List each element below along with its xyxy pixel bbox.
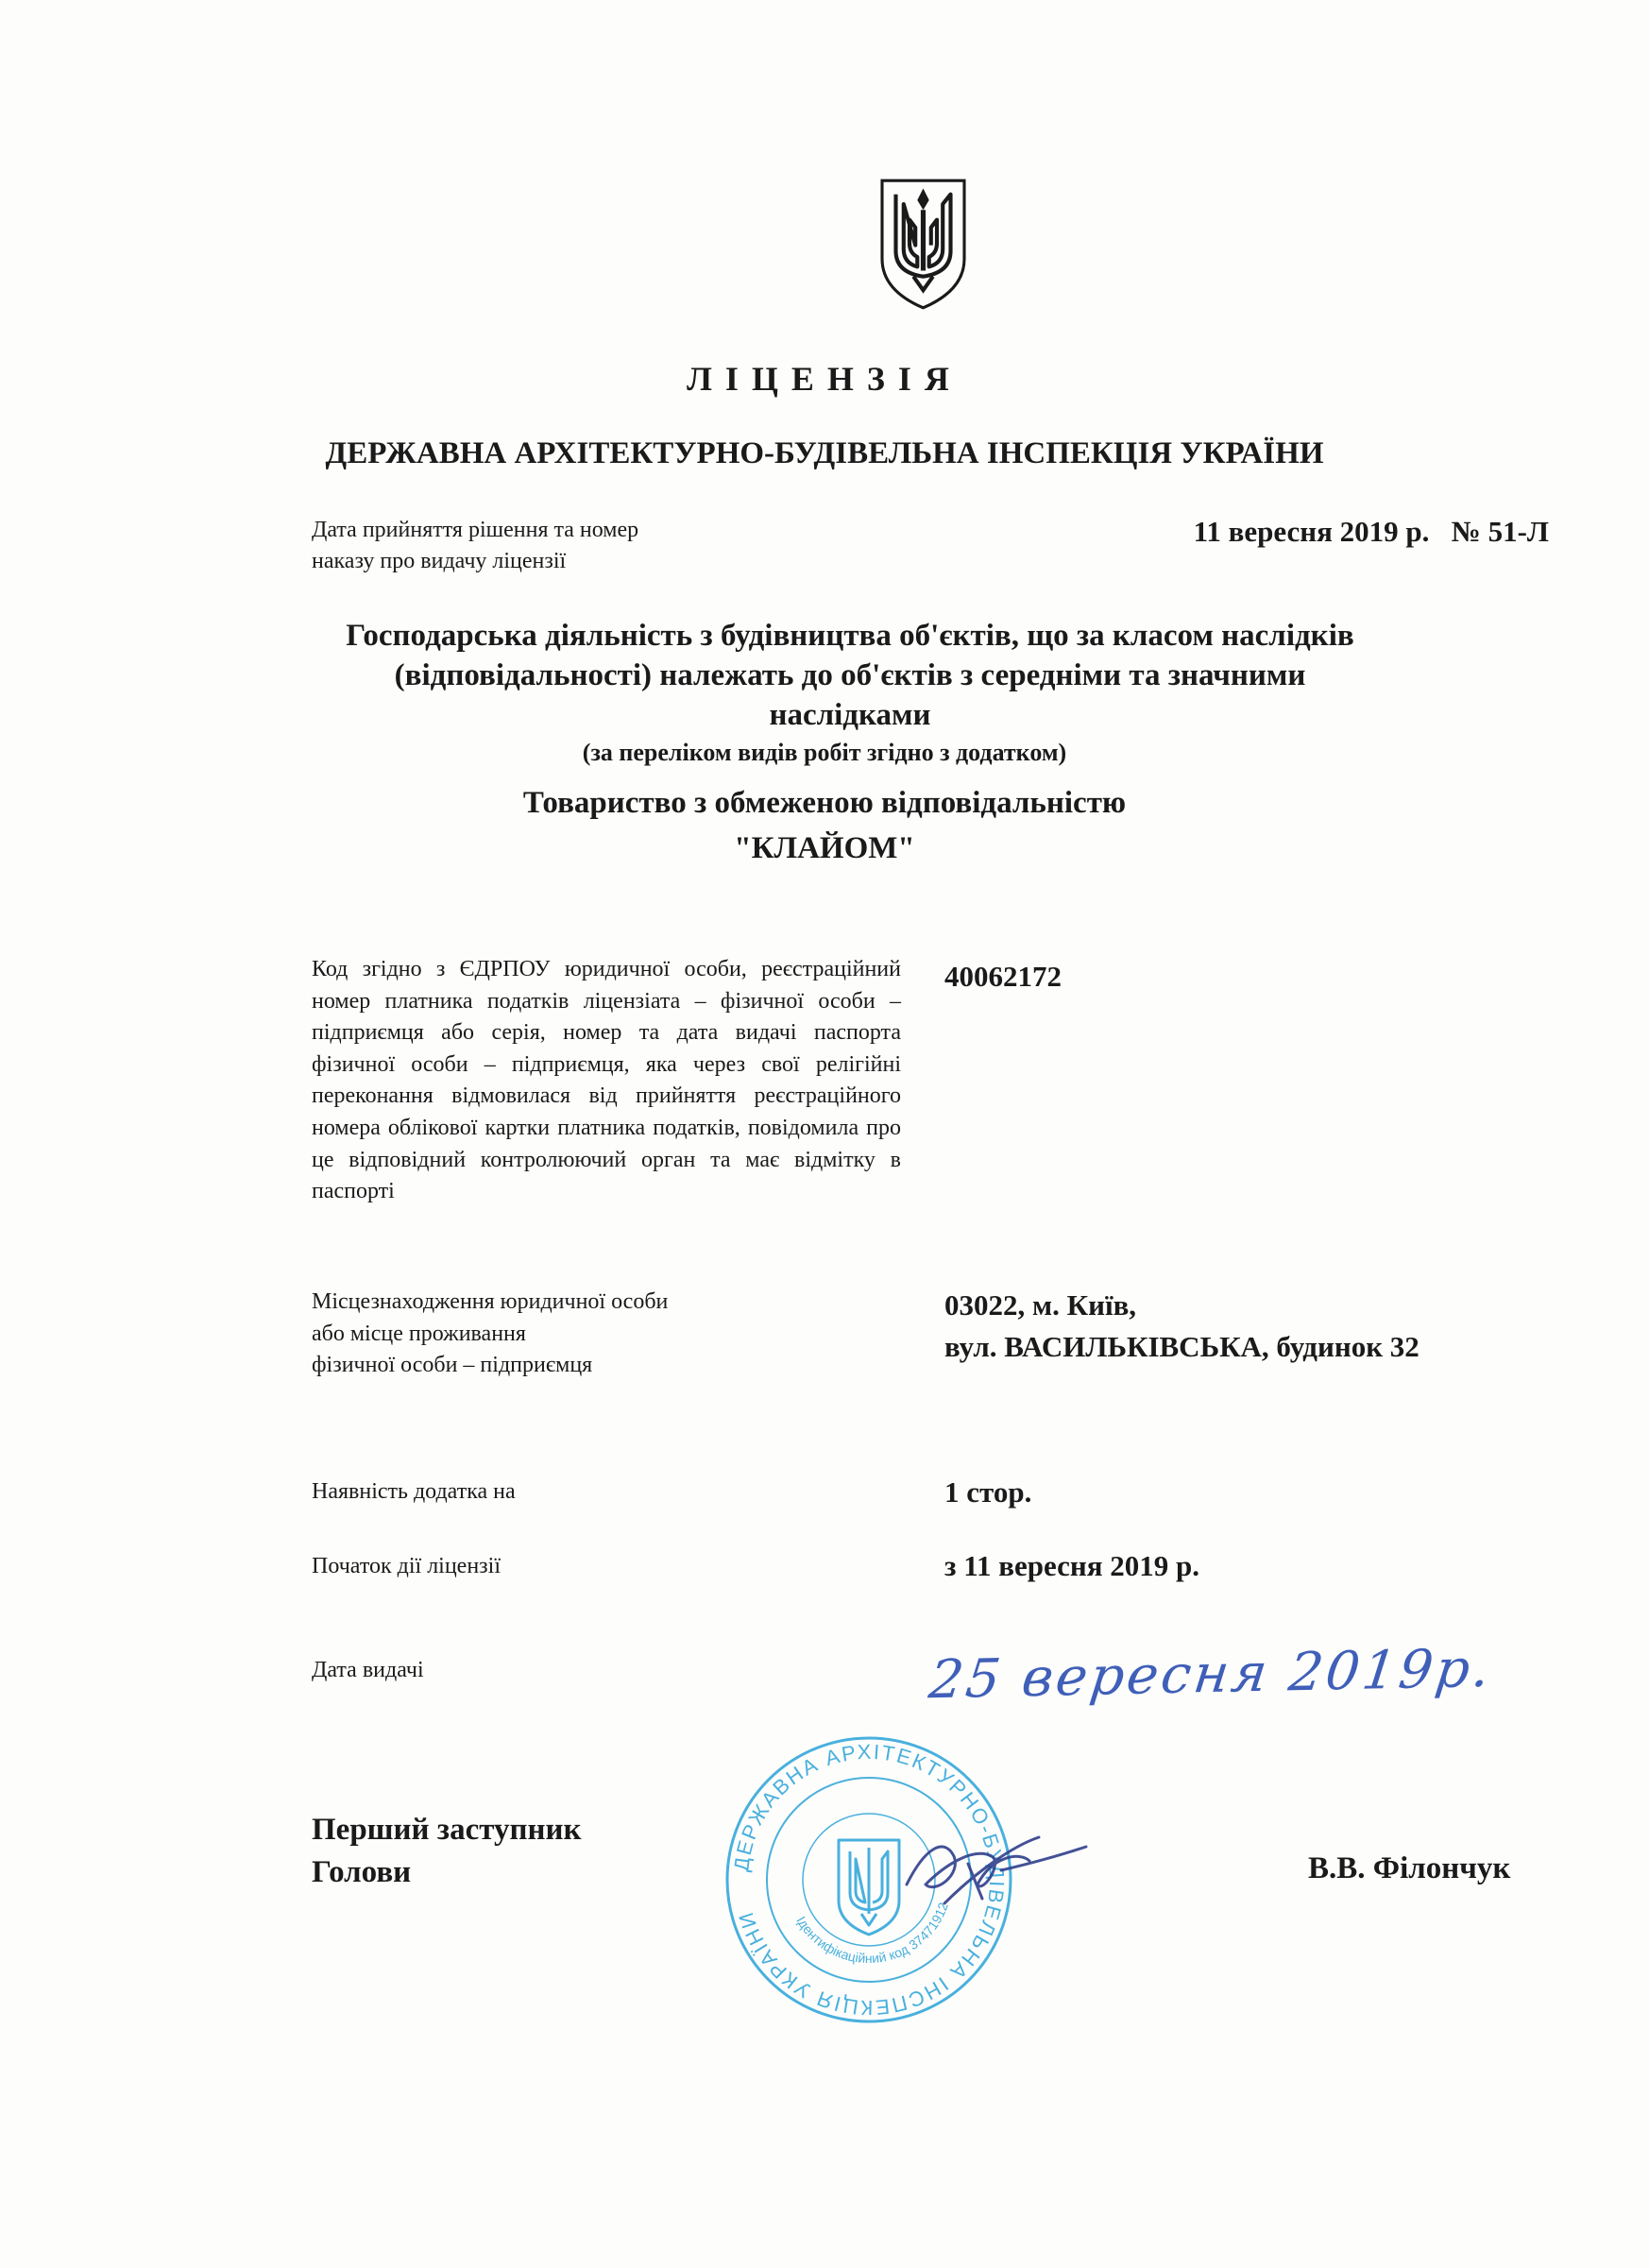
activity-type: Господарська діяльність з будівництва об'єктів, що за класом наслідків (відповідальності) належать до об'єктів з середніми та значними наслідками — [346, 619, 1354, 732]
activity-note: (за переліком видів робіт згідно з додатком) — [582, 739, 1067, 766]
appendix-label: Наявність додатка на — [312, 1479, 516, 1504]
issuing-authority: ДЕРЖАВНА АРХІТЕКТУРНО-БУДІВЕЛЬНА ІНСПЕКЦІЯ УКРАЇНИ — [325, 436, 1324, 470]
decision-label: Дата прийняття рішення та номер наказу про видачу ліцензії — [312, 518, 639, 573]
trident-coat-of-arms-icon — [874, 175, 973, 312]
decision-date: 11 вересня 2019 р. — [1193, 515, 1430, 548]
start-label: Початок дії ліцензії — [312, 1554, 501, 1578]
code-label: Код згідно з ЄДРПОУ юридичної особи, реєстраційний номер платника податків ліцензіата – фізичної особи – підприємця або серія, номер та дата видачі паспорта фізичної особи – підприємця, яка через свої релігійні переконання відмовилася від прийняття реєстраційного номера облікової картки платника податків, повідомила про це відповідний контролюючий орган та має відмітку в паспорті — [312, 957, 901, 1204]
start-value: з 11 вересня 2019 р. — [944, 1549, 1200, 1582]
company-type: Товариство з обмеженою відповідальністю — [522, 786, 1127, 820]
signatory-role: Перший заступник Голови — [312, 1813, 582, 1889]
signatory-name: В.В. Філончук — [1308, 1851, 1511, 1885]
document-title: ЛІЦЕНЗІЯ — [687, 360, 962, 398]
issue-date-handwritten: 25 вересня 2019р. — [926, 1637, 1496, 1712]
appendix-value: 1 стор. — [944, 1475, 1032, 1509]
location-value: 03022, м. Київ, вул. ВАСИЛЬКІВСЬКА, будинок 32 — [944, 1288, 1420, 1363]
stamp-outer-text: ДЕРЖАВНА АРХІТЕКТУРНО-БУДІВЕЛЬНА ІНСПЕКЦІЯ УКРАЇНИ — [729, 1739, 1010, 2021]
location-label: Місцезнаходження юридичної особи або місце проживання фізичної особи – підприємця — [312, 1289, 669, 1378]
code-value: 40062172 — [944, 960, 1062, 993]
issue-date-label: Дата видачі — [312, 1658, 424, 1682]
company-name: "КЛАЙОМ" — [734, 831, 915, 865]
decision-date-number — [1039, 515, 1549, 549]
stamp-inner-text: Ідентифікаційний код 37471912 — [793, 1900, 951, 1967]
handwritten-signature — [888, 1818, 1096, 1922]
decision-number: № 51-Л — [1451, 515, 1549, 548]
